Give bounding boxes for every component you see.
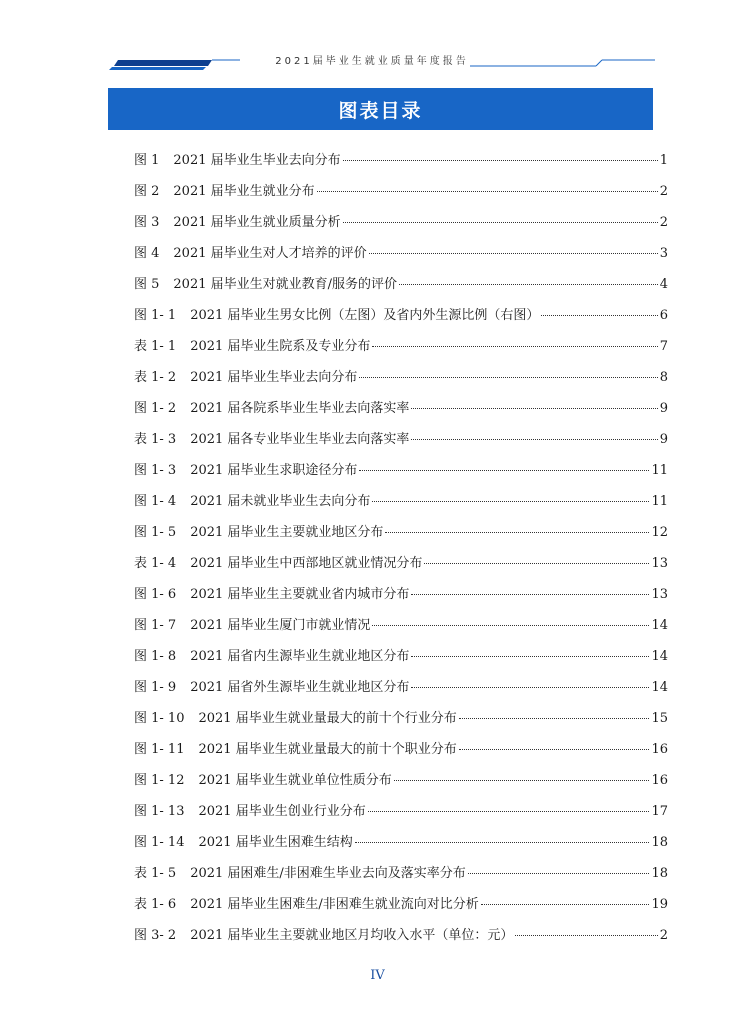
toc-entry-number: 图 1- 3 xyxy=(134,463,177,478)
toc-entry[interactable] xyxy=(134,428,668,459)
toc-entry-page: 2 xyxy=(659,215,668,230)
toc-entry[interactable] xyxy=(134,583,668,614)
toc-entry-page: 16 xyxy=(651,773,668,788)
toc-dot-leader xyxy=(459,748,650,750)
toc-entry-label: 2021 届毕业生院系及专业分布 xyxy=(190,339,371,354)
toc-entry-number: 图 1- 8 xyxy=(134,649,177,664)
toc-entry-number: 图 5 xyxy=(134,277,160,292)
toc-entry-label: 2021 届毕业生厦门市就业情况 xyxy=(190,618,371,633)
toc-entry-label: 2021 届毕业生对人才培养的评价 xyxy=(173,246,367,261)
toc-entry[interactable] xyxy=(134,397,668,428)
toc-entry-number: 图 1- 9 xyxy=(134,680,177,695)
toc-entry-label: 2021 届毕业生毕业去向分布 xyxy=(173,153,341,168)
toc-entry-number: 图 1- 1 xyxy=(134,308,177,323)
toc-entry-label: 2021 届毕业生对就业教育/服务的评价 xyxy=(173,277,398,292)
toc-entry-page: 9 xyxy=(659,401,668,416)
toc-entry-number: 表 1- 5 xyxy=(134,866,177,881)
toc-entry-page: 18 xyxy=(651,866,668,881)
toc-dot-leader xyxy=(317,190,658,192)
toc-entry-number: 图 1- 12 xyxy=(134,773,185,788)
toc-entry[interactable] xyxy=(134,490,668,521)
toc-entry-number: 表 1- 6 xyxy=(134,897,177,912)
toc-entry-label: 2021 届毕业生就业分布 xyxy=(173,184,315,199)
toc-dot-leader xyxy=(394,779,650,781)
toc-entry[interactable] xyxy=(134,831,668,862)
toc-entry-label: 2021 届毕业生就业质量分析 xyxy=(173,215,341,230)
toc-entry-number: 图 3- 2 xyxy=(134,928,177,943)
toc-entry-page: 2 xyxy=(659,184,668,199)
toc-entry-label: 2021 届毕业生困难生/非困难生就业流向对比分析 xyxy=(190,897,479,912)
toc-entry-label: 2021 届毕业生毕业去向分布 xyxy=(190,370,358,385)
toc-dot-leader xyxy=(359,469,649,471)
header-decoration-graphic xyxy=(0,0,755,80)
toc-entry-label: 2021 届未就业毕业生去向分布 xyxy=(190,494,371,509)
toc-entry-page: 15 xyxy=(651,711,668,726)
toc-entry-label: 2021 届毕业生中西部地区就业情况分布 xyxy=(190,556,423,571)
toc-entry[interactable] xyxy=(134,149,668,180)
toc-entry-page: 12 xyxy=(651,525,668,540)
toc-entry-page: 6 xyxy=(659,308,668,323)
toc-entry[interactable] xyxy=(134,273,668,304)
page-number: IV xyxy=(370,968,385,983)
toc-banner xyxy=(108,88,653,130)
toc-entry[interactable] xyxy=(134,335,668,366)
toc-entry-label: 2021 届毕业生主要就业省内城市分布 xyxy=(190,587,410,602)
toc-entry-page: 4 xyxy=(659,277,668,292)
toc-entry-label: 2021 届省外生源毕业生就业地区分布 xyxy=(190,680,410,695)
toc-entry-number: 图 1- 14 xyxy=(134,835,185,850)
toc-dot-leader xyxy=(459,717,650,719)
toc-dot-leader xyxy=(359,376,657,378)
toc-entry-label: 2021 届各院系毕业生毕业去向落实率 xyxy=(190,401,410,416)
toc-dot-leader xyxy=(372,500,649,502)
toc-entry[interactable] xyxy=(134,862,668,893)
toc-entry[interactable] xyxy=(134,211,668,242)
toc-dot-leader xyxy=(372,624,649,626)
toc-dot-leader xyxy=(411,655,649,657)
toc-entry[interactable] xyxy=(134,924,668,955)
toc-entry-page: 9 xyxy=(659,432,668,447)
header-title: 2021届毕业生就业质量年度报告 xyxy=(275,56,469,67)
toc-dot-leader xyxy=(481,903,650,905)
toc-entry-page: 18 xyxy=(651,835,668,850)
toc-entry-page: 14 xyxy=(651,649,668,664)
toc-entry-label: 2021 届毕业生就业量最大的前十个职业分布 xyxy=(198,742,457,757)
toc-dot-leader xyxy=(411,407,657,409)
toc-dot-leader xyxy=(411,686,649,688)
toc-dot-leader xyxy=(385,531,649,533)
toc-dot-leader xyxy=(515,934,657,936)
toc-dot-leader xyxy=(541,314,657,316)
toc-entry-page: 3 xyxy=(659,246,668,261)
toc-entry-number: 图 1- 11 xyxy=(134,742,185,757)
toc-entry-page: 11 xyxy=(651,494,668,509)
toc-entry-page: 16 xyxy=(651,742,668,757)
toc-entry-label: 2021 届毕业生求职途径分布 xyxy=(190,463,358,478)
toc-entry-number: 图 4 xyxy=(134,246,160,261)
toc-entry-page: 14 xyxy=(651,680,668,695)
toc-entry-page: 14 xyxy=(651,618,668,633)
toc-dot-leader xyxy=(411,438,657,440)
toc-entry[interactable] xyxy=(134,180,668,211)
toc-entry-page: 8 xyxy=(659,370,668,385)
toc-dot-leader xyxy=(355,841,650,843)
toc-dot-leader xyxy=(343,159,658,161)
toc-entry[interactable] xyxy=(134,521,668,552)
toc-entry[interactable] xyxy=(134,304,668,335)
toc-entry-label: 2021 届省内生源毕业生就业地区分布 xyxy=(190,649,410,664)
toc-entry-number: 图 1- 4 xyxy=(134,494,177,509)
toc-entry-label: 2021 届毕业生困难生结构 xyxy=(198,835,353,850)
toc-entry[interactable] xyxy=(134,893,668,924)
toc-entry[interactable] xyxy=(134,366,668,397)
toc-entry[interactable] xyxy=(134,707,668,738)
toc-entry-number: 图 1- 5 xyxy=(134,525,177,540)
toc-entry-label: 2021 届毕业生就业单位性质分布 xyxy=(198,773,392,788)
toc-entry-page: 7 xyxy=(659,339,668,354)
toc-entry-page: 17 xyxy=(651,804,668,819)
toc-entry-label: 2021 届毕业生主要就业地区月均收入水平（单位：元） xyxy=(190,928,514,943)
toc-entry-number: 图 1- 7 xyxy=(134,618,177,633)
toc-dot-leader xyxy=(368,810,650,812)
toc-entry[interactable] xyxy=(134,614,668,645)
toc-entry[interactable] xyxy=(134,552,668,583)
toc-entry-page: 13 xyxy=(651,587,668,602)
toc-dot-leader xyxy=(411,593,649,595)
toc-entry-label: 2021 届毕业生主要就业地区分布 xyxy=(190,525,384,540)
toc-entry-number: 图 1- 13 xyxy=(134,804,185,819)
toc-dot-leader xyxy=(372,345,657,347)
toc-dot-leader xyxy=(468,872,650,874)
banner-title: 图表目录 xyxy=(338,99,423,122)
toc-entry[interactable] xyxy=(134,459,668,490)
toc-entry[interactable] xyxy=(134,645,668,676)
toc-entry-page: 13 xyxy=(651,556,668,571)
toc-entry-label: 2021 届毕业生创业行业分布 xyxy=(198,804,366,819)
toc-entry[interactable] xyxy=(134,242,668,273)
toc-entry[interactable] xyxy=(134,738,668,769)
page-header xyxy=(0,0,755,80)
toc-entry-number: 表 1- 1 xyxy=(134,339,177,354)
toc-dot-leader xyxy=(424,562,649,564)
toc-entry-number: 图 1- 6 xyxy=(134,587,177,602)
toc-dot-leader xyxy=(399,283,658,285)
toc-entry-number: 图 1 xyxy=(134,153,160,168)
toc-entry-number: 图 1- 10 xyxy=(134,711,185,726)
toc-entry-number: 图 1- 2 xyxy=(134,401,177,416)
toc-entry[interactable] xyxy=(134,676,668,707)
toc-dot-leader xyxy=(369,252,658,254)
table-of-figures xyxy=(134,149,668,955)
toc-entry-label: 2021 届毕业生男女比例（左图）及省内外生源比例（右图） xyxy=(190,308,540,323)
toc-entry[interactable] xyxy=(134,800,668,831)
toc-entry[interactable] xyxy=(134,769,668,800)
toc-entry-number: 图 3 xyxy=(134,215,160,230)
toc-entry-page: 1 xyxy=(659,153,668,168)
toc-entry-page: 19 xyxy=(651,897,668,912)
toc-entry-label: 2021 届困难生/非困难生毕业去向及落实率分布 xyxy=(190,866,466,881)
toc-entry-number: 表 1- 2 xyxy=(134,370,177,385)
toc-entry-page: 2 xyxy=(659,928,668,943)
toc-dot-leader xyxy=(343,221,658,223)
toc-entry-label: 2021 届毕业生就业量最大的前十个行业分布 xyxy=(198,711,457,726)
toc-entry-label: 2021 届各专业毕业生毕业去向落实率 xyxy=(190,432,410,447)
toc-entry-page: 11 xyxy=(651,463,668,478)
toc-entry-number: 表 1- 4 xyxy=(134,556,177,571)
toc-entry-number: 图 2 xyxy=(134,184,160,199)
toc-entry-number: 表 1- 3 xyxy=(134,432,177,447)
